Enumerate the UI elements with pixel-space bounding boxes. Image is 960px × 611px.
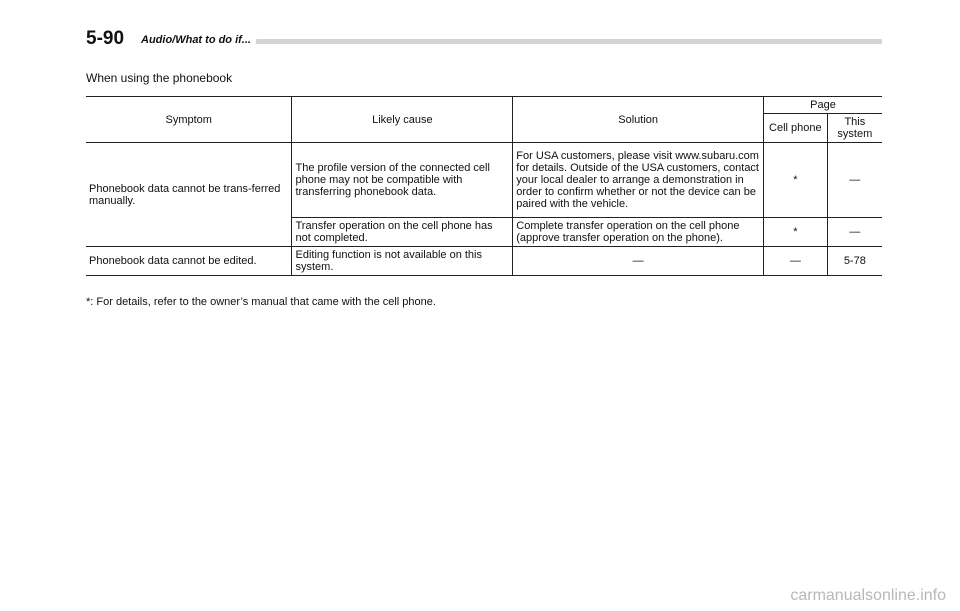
- symptom-cell: Phonebook data cannot be trans-ferred manually.: [86, 143, 292, 247]
- table-row: [86, 143, 882, 218]
- solution-cell: For USA customers, please visit www.subaru.com for details. Outside of the USA customers, contact your local dealer to arrange a demonstration in order to confirm whether or not the device can be paired with the vehicle.: [513, 143, 764, 218]
- cell-phone-page-cell: *: [764, 143, 828, 218]
- likely-cause-cell: Editing function is not available on this system.: [292, 247, 513, 276]
- symptom-cell: Phonebook data cannot be edited.: [86, 247, 292, 276]
- header-symptom: Symptom: [86, 97, 292, 143]
- phonebook-troubleshooting-table: [86, 96, 882, 276]
- this-system-page-cell: 5-78: [843, 255, 866, 267]
- table-subtitle: When using the phonebook: [86, 71, 233, 85]
- footnote: *: For details, refer to the owner’s manual that came with the cell phone.: [86, 296, 436, 308]
- likely-cause-cell: The profile version of the connected cell phone may not be compatible with transferring phonebook data.: [292, 143, 513, 218]
- table-row: [86, 247, 882, 276]
- header-rule: [256, 39, 882, 44]
- page-header: [86, 28, 882, 50]
- cell-phone-page-cell: —: [764, 247, 828, 276]
- header-cell-phone: Cell phone: [764, 114, 828, 143]
- header-page: Page: [764, 97, 882, 114]
- this-system-page-cell: —: [827, 143, 882, 218]
- watermark[interactable]: carmanualsonline.info: [790, 587, 946, 604]
- likely-cause-cell: Transfer operation on the cell phone has not completed.: [292, 218, 513, 247]
- section-title: Audio/What to do if...: [141, 34, 255, 46]
- header-this-system: This system: [827, 114, 882, 143]
- solution-cell: Complete transfer operation on the cell phone (approve transfer operation on the phone).: [513, 218, 764, 247]
- solution-cell: —: [513, 247, 764, 276]
- header-likely-cause: Likely cause: [292, 97, 513, 143]
- header-solution: Solution: [513, 97, 764, 143]
- this-system-page-cell: —: [827, 218, 882, 247]
- page-number: 5-90: [86, 28, 125, 49]
- cell-phone-page-cell: *: [764, 218, 828, 247]
